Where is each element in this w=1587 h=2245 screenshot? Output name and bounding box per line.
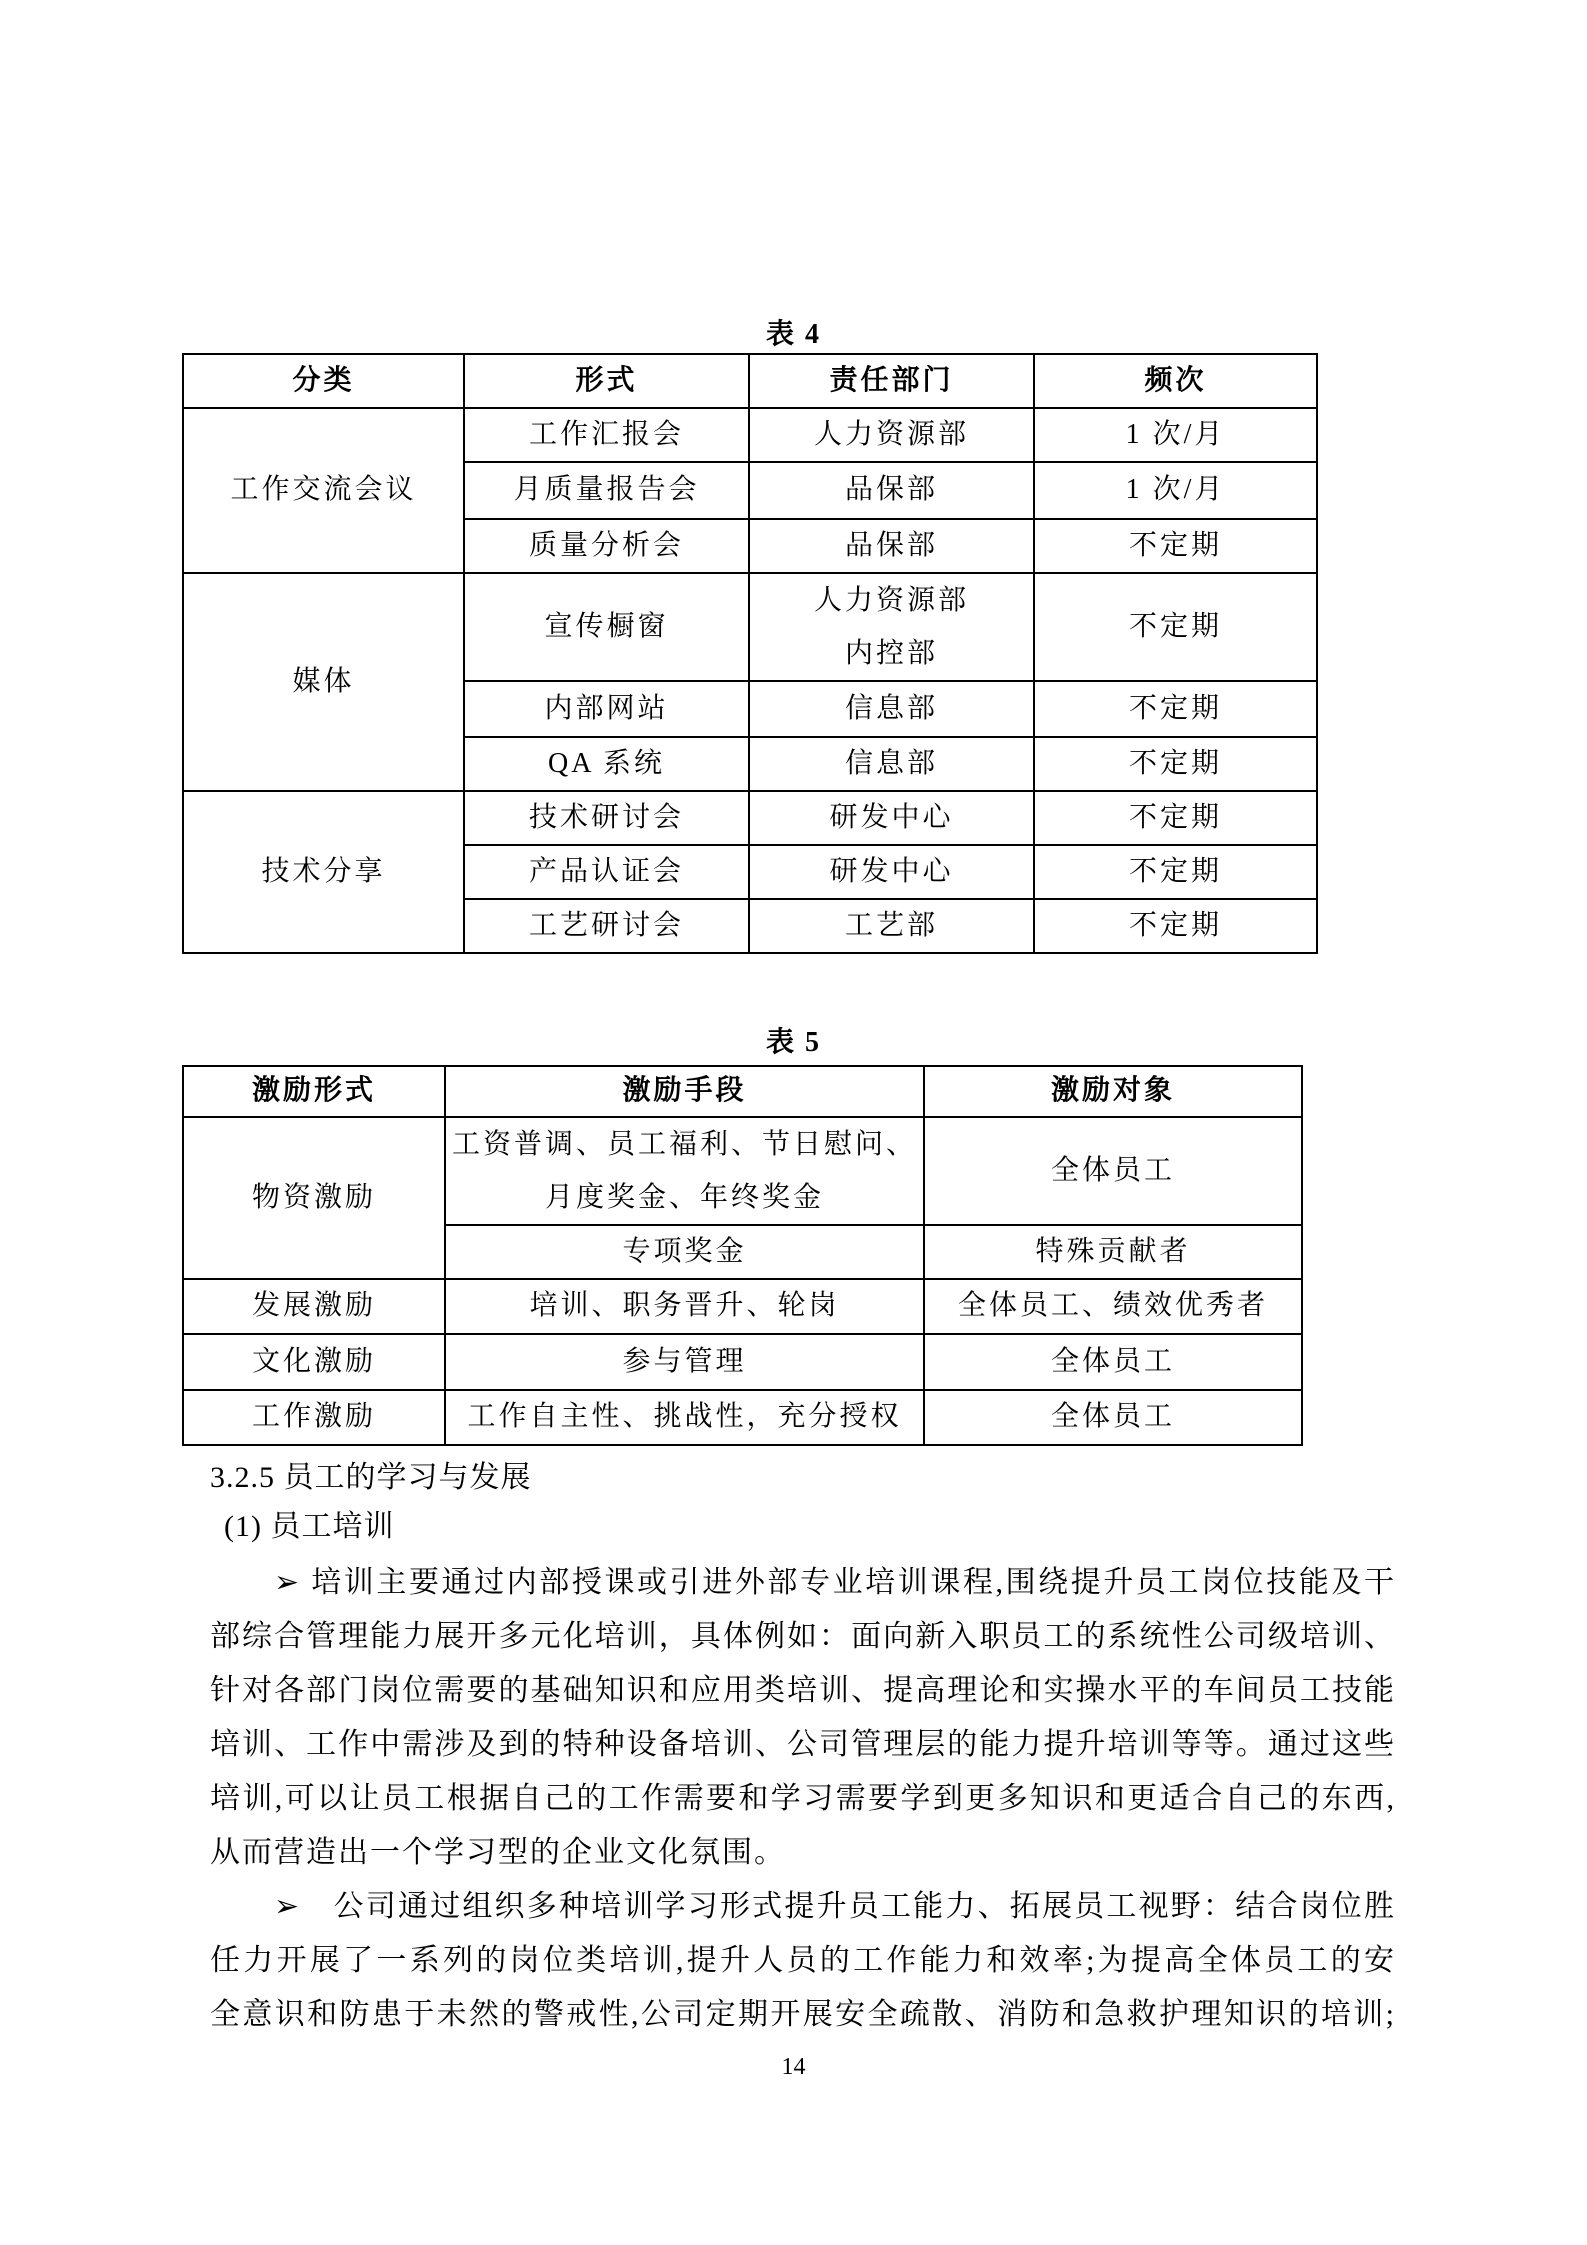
paragraph2-line: 任力开展了一系列的岗位类培训,提升人员的工作能力和效率;为提高全体员工的安: [210, 1944, 1396, 1977]
freq-cell: 不定期: [1034, 899, 1317, 953]
table4-header-dept: 责任部门: [749, 354, 1034, 408]
paragraph2-line: 全意识和防患于未然的警戒性,公司定期开展安全疏散、消防和急救护理知识的培训;: [210, 1998, 1396, 2031]
form-cell: QA 系统: [464, 737, 749, 791]
table5: [182, 1065, 1303, 1446]
incentive-target-cell: 全体员工: [924, 1390, 1302, 1445]
means-line: 工资普调、员工福利、节日慰问、: [451, 1129, 917, 1160]
freq-cell: 不定期: [1034, 573, 1317, 681]
paragraph1-line: ➢ 培训主要通过内部授课或引进外部专业培训课程,围绕提升员工岗位技能及干: [274, 1566, 1396, 1599]
table-row: [183, 1117, 1302, 1225]
table5-header-target: 激励对象: [924, 1066, 1302, 1117]
table4-header-category: 分类: [183, 354, 464, 408]
paragraph1-line: 培训、工作中需涉及到的特种设备培训、公司管理层的能力提升培训等等。通过这些: [210, 1728, 1396, 1761]
incentive-target-cell: 特殊贡献者: [924, 1225, 1302, 1279]
dept-cell: 信息部: [749, 681, 1034, 737]
category-cell: 工作交流会议: [183, 408, 464, 573]
incentive-form-cell: 工作激励: [183, 1390, 445, 1445]
form-cell: 工艺研讨会: [464, 899, 749, 953]
table-row: [183, 573, 1317, 681]
body-text: [210, 1556, 1396, 2042]
table5-header-form: 激励形式: [183, 1066, 445, 1117]
table-row: [183, 1334, 1302, 1390]
paragraph2-line: ➢ 公司通过组织多种培训学习形式提升员工能力、拓展员工视野：结合岗位胜: [274, 1890, 1396, 1923]
form-cell: 宣传橱窗: [464, 573, 749, 681]
freq-cell: 1 次/月: [1034, 408, 1317, 462]
table4-header-form: 形式: [464, 354, 749, 408]
incentive-means-cell: 参与管理: [445, 1334, 924, 1390]
freq-cell: 不定期: [1034, 519, 1317, 573]
form-cell: 质量分析会: [464, 519, 749, 573]
freq-cell: 1 次/月: [1034, 462, 1317, 519]
means-line: 月度奖金、年终奖金: [544, 1182, 824, 1213]
freq-cell: 不定期: [1034, 791, 1317, 845]
form-cell: 内部网站: [464, 681, 749, 737]
dept-line: 人力资源部: [813, 585, 969, 616]
paragraph1-line: 培训,可以让员工根据自己的工作需要和学习需要学到更多知识和更适合自己的东西,: [210, 1782, 1396, 1815]
incentive-target-cell: 全体员工、绩效优秀者: [924, 1279, 1302, 1334]
paragraph1-line: 针对各部门岗位需要的基础知识和应用类培训、提高理论和实操水平的车间员工技能: [210, 1674, 1396, 1707]
table4: [182, 353, 1318, 954]
category-cell: 媒体: [183, 573, 464, 791]
incentive-target-cell: 全体员工: [924, 1117, 1302, 1225]
freq-cell: 不定期: [1034, 681, 1317, 737]
paragraph1-line: 从而营造出一个学习型的企业文化氛围。: [210, 1836, 786, 1869]
table5-header-row: [183, 1066, 1302, 1117]
table4-header-row: [183, 354, 1317, 408]
table-row: [183, 408, 1317, 462]
incentive-means-cell: 专项奖金: [445, 1225, 924, 1279]
dept-cell: 信息部: [749, 737, 1034, 791]
category-cell: 技术分享: [183, 791, 464, 953]
page-number: 14: [781, 2054, 806, 2080]
form-cell: 技术研讨会: [464, 791, 749, 845]
table-row: [183, 791, 1317, 845]
dept-cell: 品保部: [749, 519, 1034, 573]
incentive-means-cell: [445, 1117, 924, 1225]
freq-cell: 不定期: [1034, 737, 1317, 791]
table4-title: 表 4: [765, 319, 821, 350]
form-cell: 月质量报告会: [464, 462, 749, 519]
incentive-means-cell: 培训、职务晋升、轮岗: [445, 1279, 924, 1334]
table-row: [183, 1390, 1302, 1445]
dept-cell: [749, 573, 1034, 681]
paragraph1-line: 部综合管理能力展开多元化培训，具体例如：面向新入职员工的系统性公司级培训、: [210, 1620, 1396, 1653]
incentive-form-cell: 物资激励: [183, 1117, 445, 1279]
incentive-form-cell: 发展激励: [183, 1279, 445, 1334]
incentive-target-cell: 全体员工: [924, 1334, 1302, 1390]
dept-line: 内控部: [844, 638, 938, 669]
dept-cell: 工艺部: [749, 899, 1034, 953]
form-cell: 产品认证会: [464, 845, 749, 899]
incentive-means-cell: 工作自主性、挑战性，充分授权: [445, 1390, 924, 1445]
table4-header-freq: 频次: [1034, 354, 1317, 408]
subsection-heading: (1) 员工培训: [224, 1510, 395, 1543]
freq-cell: 不定期: [1034, 845, 1317, 899]
table-row: [183, 1279, 1302, 1334]
dept-cell: 研发中心: [749, 845, 1034, 899]
dept-cell: 研发中心: [749, 791, 1034, 845]
dept-cell: 品保部: [749, 462, 1034, 519]
form-cell: 工作汇报会: [464, 408, 749, 462]
dept-cell: 人力资源部: [749, 408, 1034, 462]
table5-header-means: 激励手段: [445, 1066, 924, 1117]
table5-title: 表 5: [765, 1027, 821, 1058]
incentive-form-cell: 文化激励: [183, 1334, 445, 1390]
section-heading: 3.2.5 员工的学习与发展: [210, 1461, 532, 1494]
